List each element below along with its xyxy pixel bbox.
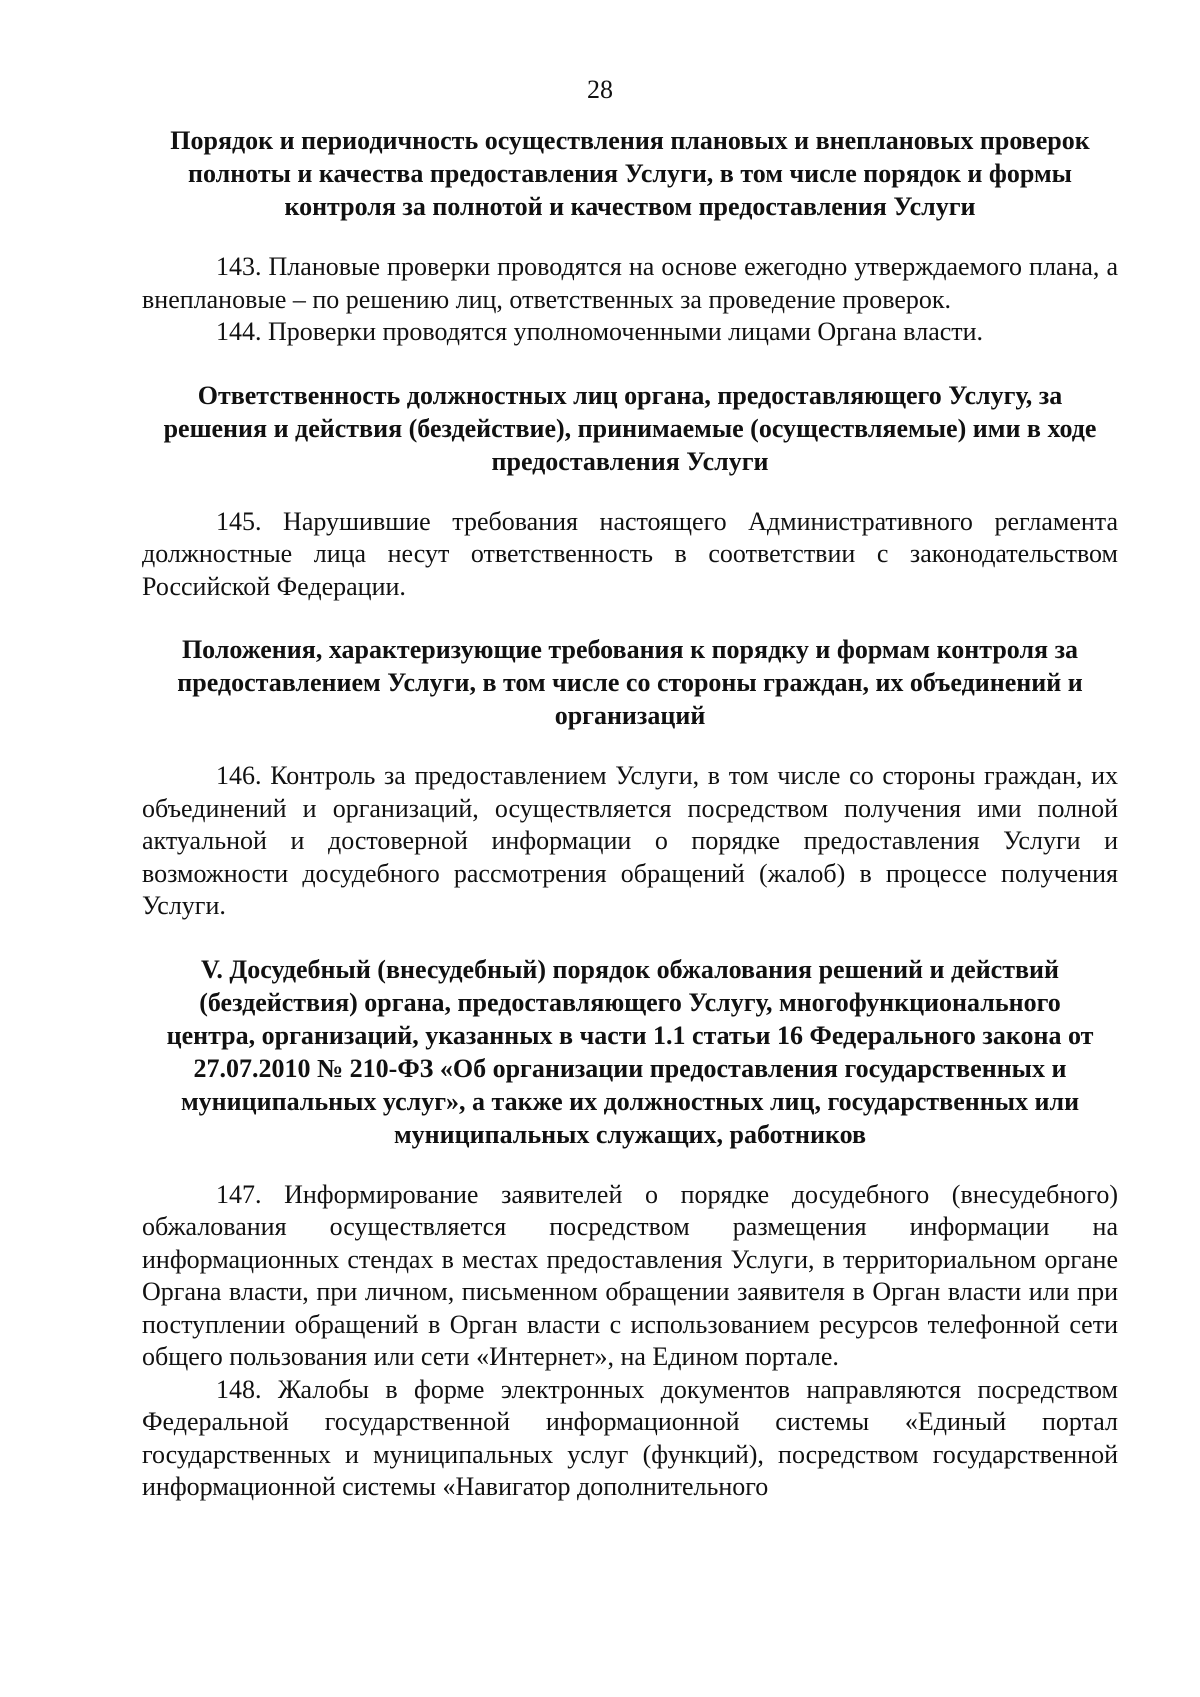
section-heading-control-procedure: Порядок и периодичность осуществления плановых и внеплановых проверок полноты и качества предоставления Услуги, в том числе порядок и формы контроля за полнотой и качеством предоставления Услуги bbox=[170, 126, 1090, 221]
document-body bbox=[142, 124, 1118, 1504]
paragraph-143: 143. Плановые проверки проводятся на основе ежегодно утверждаемого плана, а внеплановые – по решению лиц, ответственных за проведение проверок. bbox=[142, 252, 1118, 314]
paragraph-144: 144. Проверки проводятся уполномоченными лицами Органа власти. bbox=[216, 317, 984, 346]
paragraph-147: 147. Информирование заявителей о порядке досудебного (внесудебного) обжалования осуществляется посредством размещения информации на информационных стендах в местах предоставления Услуги, в территориальном органе Органа власти, при личном, письменном обращении заявителя в Орган власти или при поступлении обращений в Орган власти с использованием ресурсов телефонной сети общего пользования или сети «Интернет», на Едином портале. bbox=[142, 1179, 1118, 1371]
section-heading-pretrial-appeal: V. Досудебный (внесудебный) порядок обжалования решений и действий (бездействия) органа, предоставляющего Услугу, многофункционального центра, организаций, указанных в части 1.1 статьи 16 Федерального закона от 27.07.2010 № 210-ФЗ «Об организации предоставления государственных и муниципальных услуг», а также их должностных лиц, государственных или муниципальных служащих, работников bbox=[166, 954, 1094, 1149]
paragraph-148: 148. Жалобы в форме электронных документов направляются посредством Федеральной государственной информационной системы «Единый портал государственных и муниципальных услуг (функций), посредством государственной информационной системы «Навигатор дополнительного bbox=[142, 1374, 1118, 1501]
page-number: 28 bbox=[587, 75, 613, 104]
section-heading-control-requirements: Положения, характеризующие требования к порядку и формам контроля за предоставлением Услуги, в том числе со стороны граждан, их объединений и организаций bbox=[177, 635, 1083, 730]
section-heading-officials-responsibility: Ответственность должностных лиц органа, предоставляющего Услугу, за решения и действия (бездействие), принимаемые (осуществляемые) ими в ходе предоставления Услуги bbox=[163, 380, 1097, 476]
paragraph-146: 146. Контроль за предоставлением Услуги, в том числе со стороны граждан, их объединений и организаций, осуществляется посредством получения ими полной актуальной и достоверной информации о порядке предоставления Услуги и возможности досудебного рассмотрения обращений (жалоб) в процессе получения Услуги. bbox=[142, 761, 1118, 920]
paragraph-145: 145. Нарушившие требования настоящего Административного регламента должностные лица несут ответственность в соответствии с законодательством Российской Федерации. bbox=[142, 506, 1118, 601]
